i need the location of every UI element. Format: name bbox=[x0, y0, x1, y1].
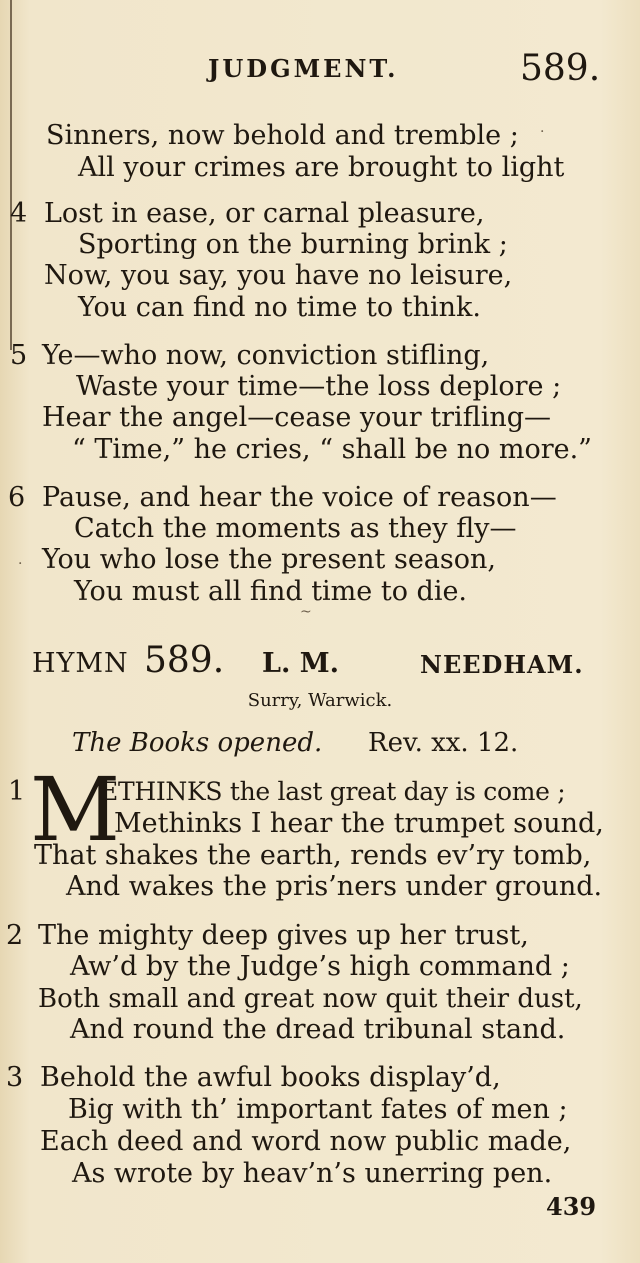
print-speck: · bbox=[18, 556, 23, 572]
verse-line: Aw’d by the Judge’s high command ; bbox=[70, 951, 570, 982]
verse-number: 6 bbox=[8, 482, 26, 513]
verse-line: And wakes the pris’ners under ground. bbox=[66, 871, 603, 902]
hymn-label: HYMN bbox=[32, 648, 129, 679]
verse-line: Each deed and word now public made, bbox=[40, 1126, 572, 1157]
verse-line: “ Time,” he cries, “ shall be no more.” bbox=[72, 434, 592, 465]
verse-line: Lost in ease, or carnal pleasure, bbox=[44, 198, 485, 229]
verse-number: 3 bbox=[6, 1062, 24, 1093]
print-speck: · bbox=[540, 124, 545, 140]
drop-cap: M bbox=[30, 758, 121, 861]
verse-line: As wrote by heav’n’s unerring pen. bbox=[72, 1158, 553, 1189]
verse-line: Ye—who now, conviction stifling, bbox=[42, 340, 490, 371]
verse-number: 4 bbox=[10, 198, 28, 229]
verse-line: Pause, and hear the voice of reason— bbox=[42, 482, 557, 513]
verse-line: Waste your time—the loss deplore ; bbox=[76, 371, 562, 402]
verse-line: That shakes the earth, rends ev’ry tomb, bbox=[34, 840, 592, 871]
verse-line: Hear the angel—cease your trifling— bbox=[42, 402, 552, 433]
running-title: JUDGMENT. bbox=[208, 54, 399, 83]
signature-number: 439 bbox=[546, 1192, 597, 1221]
page-number: 589. bbox=[520, 48, 601, 89]
page-header bbox=[0, 48, 640, 88]
hymn-meter: L. M. bbox=[262, 648, 340, 679]
verse-line: Now, you say, you have no leisure, bbox=[44, 260, 513, 291]
verse-number: 1 bbox=[8, 776, 26, 807]
verse-line: Big with th’ important fates of men ; bbox=[68, 1094, 568, 1125]
hymn-tune: NEEDHAM. bbox=[420, 650, 584, 679]
hymn-number: 589. bbox=[144, 640, 225, 681]
verse-line: Behold the awful books display’d, bbox=[40, 1062, 501, 1093]
verse-line: All your crimes are brought to light bbox=[78, 152, 565, 183]
verse-line: Methinks I hear the trumpet sound, bbox=[114, 808, 604, 839]
alternate-tunes: Surry, Warwick. bbox=[247, 690, 393, 711]
print-ornament: ~ bbox=[300, 604, 312, 620]
scripture-reference: Rev. xx. 12. bbox=[368, 728, 519, 758]
verse-line: Catch the moments as they fly— bbox=[74, 513, 517, 544]
verse-number: 5 bbox=[10, 340, 28, 371]
verse-line: The mighty deep gives up her trust, bbox=[38, 920, 529, 951]
verse-line: Both small and great now quit their dust, bbox=[38, 984, 583, 1014]
verse-line: You who lose the present season, bbox=[42, 544, 496, 575]
hymn-heading bbox=[0, 642, 640, 686]
verse-number: 2 bbox=[6, 920, 24, 951]
verse-line: You must all find time to die. bbox=[74, 576, 468, 607]
verse-line: ETHINKS the last great day is come ; bbox=[100, 777, 566, 806]
verse-line: Sporting on the burning brink ; bbox=[78, 229, 508, 260]
verse-line: You can find no time to think. bbox=[78, 292, 481, 323]
verse-line: And round the dread tribunal stand. bbox=[70, 1014, 566, 1045]
verse-line: Sinners, now behold and tremble ; bbox=[46, 120, 519, 151]
hymn-subject: The Books opened. bbox=[72, 728, 323, 758]
